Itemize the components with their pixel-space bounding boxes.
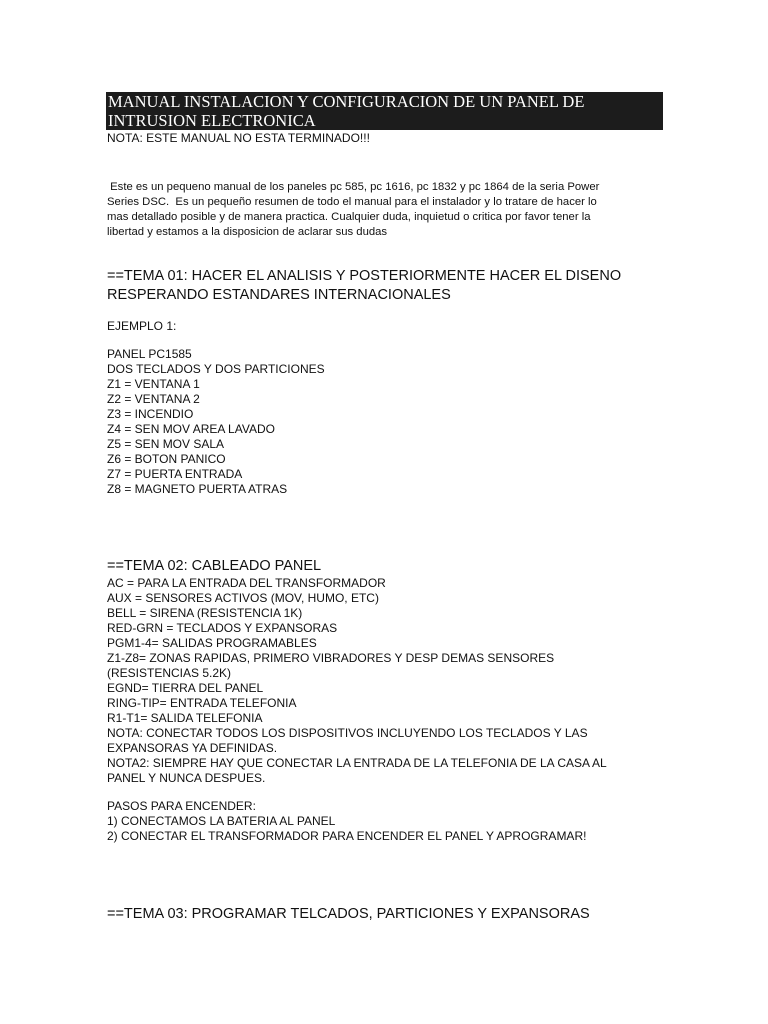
list-item: RING-TIP= ENTRADA TELEFONIA — [107, 696, 297, 710]
list-item: Z1-Z8= ZONAS RAPIDAS, PRIMERO VIBRADORES Y DESP DEMAS SENSORES — [107, 651, 555, 665]
list-item: AUX = SENSORES ACTIVOS (MOV, HUMO, ETC) — [107, 591, 379, 605]
ejemplo-label: EJEMPLO 1: — [107, 319, 177, 333]
tema-01-heading — [107, 267, 621, 305]
list-item: EXPANSORAS YA DEFINIDAS. — [107, 741, 278, 755]
list-item: AC = PARA LA ENTRADA DEL TRANSFORMADOR — [107, 576, 386, 590]
tema-01-line-2: RESPERANDO ESTANDARES INTERNACIONALES — [107, 287, 451, 303]
list-item: RED-GRN = TECLADOS Y EXPANSORAS — [107, 621, 338, 635]
list-item: Z3 = INCENDIO — [107, 407, 194, 421]
tema-03-heading: ==TEMA 03: PROGRAMAR TELCADOS, PARTICIONES Y EXPANSORAS — [107, 906, 590, 922]
cableado-list — [107, 576, 607, 786]
list-item: Z7 = PUERTA ENTRADA — [107, 467, 243, 481]
list-item: 2) CONECTAR EL TRANSFORMADOR PARA ENCENDER EL PANEL Y APROGRAMAR! — [107, 829, 587, 843]
title-line-2: INTRUSION ELECTRONICA — [108, 111, 316, 130]
unfinished-note: NOTA: ESTE MANUAL NO ESTA TERMINADO!!! — [107, 131, 370, 145]
intro-line: mas detallado posible y de manera practica. Cualquier duda, inquietud o critica por favor tener la — [107, 211, 591, 223]
list-item: PANEL PC1585 — [107, 347, 192, 361]
ejemplo-list — [107, 347, 325, 497]
intro-line: Este es un pequeno manual de los paneles pc 585, pc 1616, pc 1832 y pc 1864 de la seria Power — [107, 181, 600, 193]
tema-02-heading: ==TEMA 02: CABLEADO PANEL — [107, 558, 322, 574]
list-item: NOTA: CONECTAR TODOS LOS DISPOSITIVOS INCLUYENDO LOS TECLADOS Y LAS — [107, 726, 588, 740]
intro-line: Series DSC. Es un pequeño resumen de todo el manual para el instalador y lo tratare de hacer lo — [107, 196, 597, 208]
tema-01-line-1: ==TEMA 01: HACER EL ANALISIS Y POSTERIORMENTE HACER EL DISENO — [107, 268, 622, 284]
intro-paragraph — [107, 180, 667, 240]
list-item: PGM1-4= SALIDAS PROGRAMABLES — [107, 636, 317, 650]
list-item: (RESISTENCIAS 5.2K) — [107, 666, 232, 680]
list-item: Z8 = MAGNETO PUERTA ATRAS — [107, 482, 288, 496]
list-item: Z5 = SEN MOV SALA — [107, 437, 225, 451]
title-line-1: MANUAL INSTALACION Y CONFIGURACION DE UN PANEL DE — [108, 92, 585, 111]
pasos-list — [107, 799, 586, 844]
list-item: NOTA2: SIEMPRE HAY QUE CONECTAR LA ENTRADA DE LA TELEFONIA DE LA CASA AL — [107, 756, 607, 770]
list-item: 1) CONECTAMOS LA BATERIA AL PANEL — [107, 814, 336, 828]
list-item: DOS TECLADOS Y DOS PARTICIONES — [107, 362, 325, 376]
intro-line: libertad y estamos a la disposicion de aclarar sus dudas — [107, 226, 388, 238]
list-item: PANEL Y NUNCA DESPUES. — [107, 771, 266, 785]
list-item: Z4 = SEN MOV AREA LAVADO — [107, 422, 275, 436]
list-item: BELL = SIRENA (RESISTENCIA 1K) — [107, 606, 303, 620]
document-title — [106, 92, 663, 130]
pasos-heading: PASOS PARA ENCENDER: — [107, 799, 256, 813]
list-item: R1-T1= SALIDA TELEFONIA — [107, 711, 263, 725]
list-item: EGND= TIERRA DEL PANEL — [107, 681, 264, 695]
list-item: Z1 = VENTANA 1 — [107, 377, 200, 391]
list-item: Z6 = BOTON PANICO — [107, 452, 226, 466]
list-item: Z2 = VENTANA 2 — [107, 392, 200, 406]
